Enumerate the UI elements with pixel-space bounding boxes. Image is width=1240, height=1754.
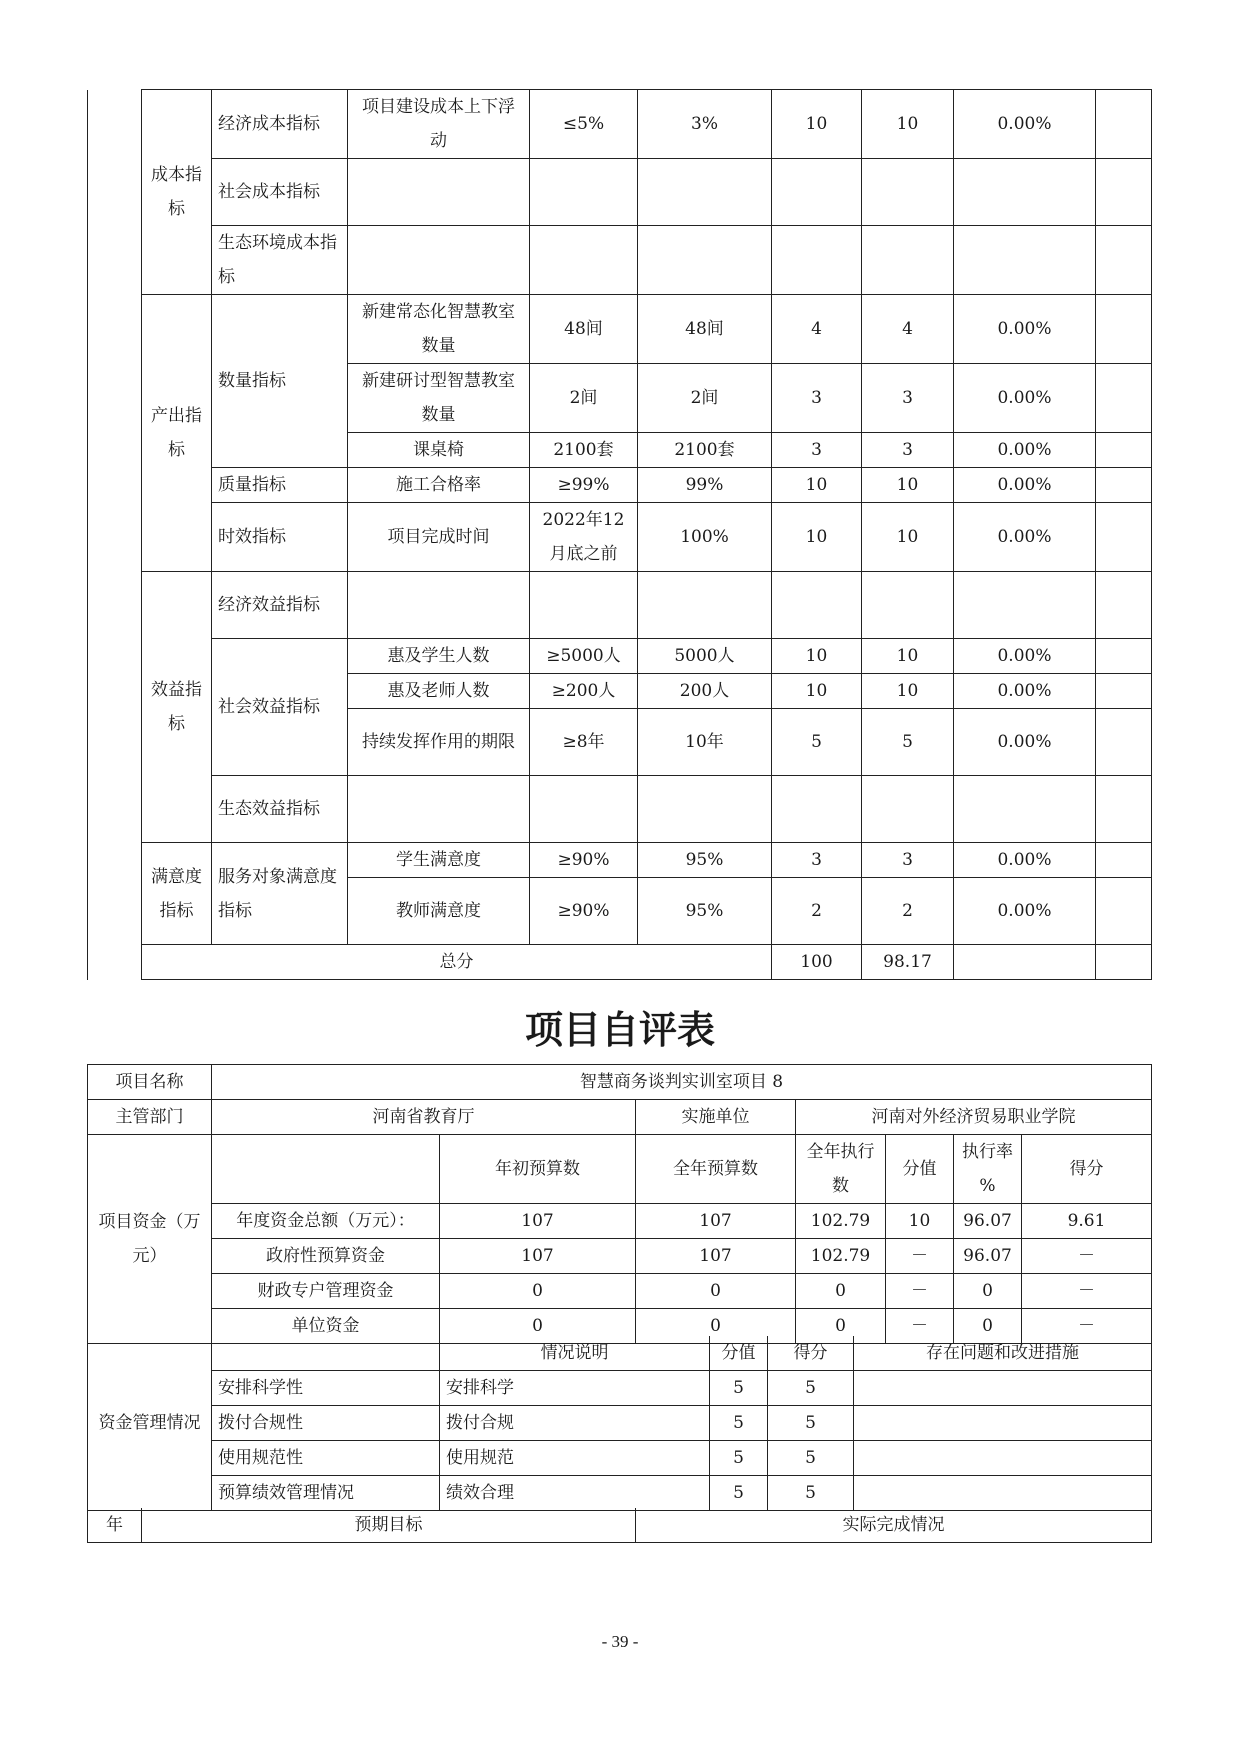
score-cell: 10 <box>862 503 954 572</box>
weight-cell: 5 <box>772 709 862 776</box>
table-row <box>88 503 1152 572</box>
exec-cell: 102.79 <box>796 1204 886 1239</box>
dept-label: 主管部门 <box>88 1100 212 1135</box>
header-score: 得分 <box>768 1336 854 1371</box>
row-label: 年度资金总额（万元）： <box>212 1204 440 1239</box>
exec-cell: 0 <box>796 1274 886 1309</box>
deviation-cell: 0.00% <box>954 709 1096 776</box>
initial-cell: 0 <box>440 1274 636 1309</box>
indicator-cell: 新建研讨型智慧教室数量 <box>348 364 530 433</box>
table-row <box>88 1100 1152 1135</box>
deviation-cell: 0.00% <box>954 674 1096 709</box>
initial-cell: 0 <box>440 1309 636 1344</box>
indicator-cell: 教师满意度 <box>348 878 530 945</box>
initial-cell: 107 <box>440 1204 636 1239</box>
weight-cell: 2 <box>772 878 862 945</box>
score-cell: 2 <box>862 878 954 945</box>
score-cell: 10 <box>862 639 954 674</box>
outer-blank-cell <box>88 90 142 980</box>
weight-cell: 3 <box>772 433 862 468</box>
issues-cell <box>854 1476 1152 1511</box>
indicator-cell: 持续发挥作用的期限 <box>348 709 530 776</box>
sub-indicator-cell: 数量指标 <box>212 295 348 468</box>
weight-cell: 10 <box>772 90 862 159</box>
header-weight: 分值 <box>886 1135 954 1204</box>
actual-cell: 100% <box>638 503 772 572</box>
target-cell: ≥90% <box>530 843 638 878</box>
category-cell: 产出指标 <box>142 295 212 572</box>
full-cell: 0 <box>636 1309 796 1344</box>
table-row <box>88 1406 1152 1441</box>
remark-cell <box>1096 90 1152 159</box>
deviation-cell: 0.00% <box>954 90 1096 159</box>
table-row <box>88 295 1152 364</box>
weight-cell: 4 <box>772 295 862 364</box>
fund-management-table <box>87 1336 1152 1511</box>
table-row <box>88 776 1152 843</box>
header-initial: 年初预算数 <box>440 1135 636 1204</box>
header-desc: 情况说明 <box>440 1336 710 1371</box>
sub-indicator-cell: 生态环境成本指标 <box>212 226 348 295</box>
category-cell: 成本指标 <box>142 90 212 295</box>
fund-mgmt-label: 资金管理情况 <box>88 1336 212 1511</box>
actual-cell: 95% <box>638 878 772 945</box>
sub-indicator-cell: 经济成本指标 <box>212 90 348 159</box>
target-cell: 48间 <box>530 295 638 364</box>
issues-cell <box>854 1441 1152 1476</box>
project-name-label: 项目名称 <box>88 1065 212 1100</box>
remark-cell <box>1096 843 1152 878</box>
weight-cell: 3 <box>772 843 862 878</box>
issues-cell <box>854 1406 1152 1441</box>
desc-cell: 拨付合规 <box>440 1406 710 1441</box>
weight-cell: 5 <box>710 1371 768 1406</box>
full-cell: 107 <box>636 1204 796 1239</box>
total-score: 98.17 <box>862 945 954 980</box>
score-cell: 9.61 <box>1022 1204 1152 1239</box>
category-cell: 效益指标 <box>142 572 212 843</box>
table-row <box>88 572 1152 639</box>
table-row <box>88 468 1152 503</box>
year-label: 年 <box>88 1508 142 1543</box>
row-label: 使用规范性 <box>212 1441 440 1476</box>
project-name: 智慧商务谈判实训室项目 8 <box>212 1065 1152 1100</box>
deviation-cell: 0.00% <box>954 639 1096 674</box>
table-row <box>88 159 1152 226</box>
weight-cell: 10 <box>772 468 862 503</box>
table-row <box>88 1336 1152 1371</box>
header-weight: 分值 <box>710 1336 768 1371</box>
weight-cell: 10 <box>772 674 862 709</box>
actual-cell: 95% <box>638 843 772 878</box>
score-cell: 5 <box>768 1476 854 1511</box>
indicator-cell: 项目完成时间 <box>348 503 530 572</box>
score-cell: 10 <box>862 468 954 503</box>
weight-cell: 10 <box>886 1204 954 1239</box>
rate-cell: 0 <box>954 1274 1022 1309</box>
full-cell: 107 <box>636 1239 796 1274</box>
indicator-cell: 学生满意度 <box>348 843 530 878</box>
table-row <box>88 1371 1152 1406</box>
target-cell: ≥200人 <box>530 674 638 709</box>
sub-indicator-cell: 质量指标 <box>212 468 348 503</box>
target-cell: 2间 <box>530 364 638 433</box>
total-row <box>88 945 1152 980</box>
table-row <box>88 226 1152 295</box>
rate-cell: 0 <box>954 1309 1022 1344</box>
sub-indicator-cell: 社会成本指标 <box>212 159 348 226</box>
issues-cell <box>854 1371 1152 1406</box>
table-row <box>88 1239 1152 1274</box>
deviation-cell: 0.00% <box>954 295 1096 364</box>
indicator-table <box>87 89 1152 980</box>
full-cell: 0 <box>636 1274 796 1309</box>
goals-table <box>87 1508 1152 1543</box>
indicator-cell: 施工合格率 <box>348 468 530 503</box>
indicator-cell: 新建常态化智慧教室数量 <box>348 295 530 364</box>
target-cell: ≥90% <box>530 878 638 945</box>
impl-value: 河南对外经济贸易职业学院 <box>796 1100 1152 1135</box>
category-cell: 满意度指标 <box>142 843 212 945</box>
deviation-cell: 0.00% <box>954 878 1096 945</box>
table-row <box>88 1274 1152 1309</box>
weight-cell: － <box>886 1274 954 1309</box>
weight-cell: 3 <box>772 364 862 433</box>
rate-cell: 96.07 <box>954 1204 1022 1239</box>
target-cell: ≥8年 <box>530 709 638 776</box>
funds-label: 项目资金（万元） <box>88 1135 212 1344</box>
actual-cell: 99% <box>638 468 772 503</box>
initial-cell: 107 <box>440 1239 636 1274</box>
score-cell: 4 <box>862 295 954 364</box>
table-row <box>88 1508 1152 1543</box>
remark-cell <box>1096 468 1152 503</box>
desc-cell: 安排科学 <box>440 1371 710 1406</box>
table-row <box>88 90 1152 159</box>
row-label: 单位资金 <box>212 1309 440 1344</box>
score-cell: 3 <box>862 433 954 468</box>
score-cell: － <box>1022 1239 1152 1274</box>
remark-cell <box>1096 674 1152 709</box>
desc-cell: 使用规范 <box>440 1441 710 1476</box>
weight-cell: 10 <box>772 639 862 674</box>
indicator-cell: 项目建设成本上下浮动 <box>348 90 530 159</box>
header-issues: 存在问题和改进措施 <box>854 1336 1152 1371</box>
exec-cell: 102.79 <box>796 1239 886 1274</box>
target-cell: ≥99% <box>530 468 638 503</box>
table-row <box>88 639 1152 674</box>
indicator-cell: 课桌椅 <box>348 433 530 468</box>
desc-cell: 绩效合理 <box>440 1476 710 1511</box>
row-label: 预算绩效管理情况 <box>212 1476 440 1511</box>
target-cell: 2100套 <box>530 433 638 468</box>
table-row <box>88 1204 1152 1239</box>
row-label: 安排科学性 <box>212 1371 440 1406</box>
exec-cell: 0 <box>796 1309 886 1344</box>
remark-cell <box>1096 295 1152 364</box>
weight-cell: － <box>886 1309 954 1344</box>
score-cell: 3 <box>862 843 954 878</box>
indicator-cell: 惠及学生人数 <box>348 639 530 674</box>
score-cell: 5 <box>768 1406 854 1441</box>
total-label: 总分 <box>142 945 772 980</box>
score-cell: － <box>1022 1274 1152 1309</box>
actual-cell: 48间 <box>638 295 772 364</box>
deviation-cell: 0.00% <box>954 433 1096 468</box>
actual-cell: 5000人 <box>638 639 772 674</box>
score-cell: 3 <box>862 364 954 433</box>
table-row <box>88 1441 1152 1476</box>
actual-cell: 200人 <box>638 674 772 709</box>
weight-cell: 5 <box>710 1476 768 1511</box>
table-row <box>88 843 1152 878</box>
table-row <box>88 1065 1152 1100</box>
score-cell: 5 <box>768 1441 854 1476</box>
target-cell: 2022年12月底之前 <box>530 503 638 572</box>
expected-goals-label: 预期目标 <box>142 1508 636 1543</box>
score-cell: － <box>1022 1309 1152 1344</box>
header-rate: 执行率 % <box>954 1135 1022 1204</box>
sub-indicator-cell: 生态效益指标 <box>212 776 348 843</box>
target-cell: ≤5% <box>530 90 638 159</box>
actual-cell: 10年 <box>638 709 772 776</box>
sub-indicator-cell: 经济效益指标 <box>212 572 348 639</box>
self-eval-table <box>87 1064 1152 1344</box>
indicator-cell: 惠及老师人数 <box>348 674 530 709</box>
page-title: 项目自评表 <box>524 1008 715 1052</box>
total-weight: 100 <box>772 945 862 980</box>
table-row <box>88 1135 1152 1204</box>
remark-cell <box>1096 639 1152 674</box>
weight-cell: 5 <box>710 1441 768 1476</box>
score-cell: 5 <box>768 1371 854 1406</box>
page-number: - 39 - <box>601 1632 639 1651</box>
deviation-cell: 0.00% <box>954 503 1096 572</box>
weight-cell: 10 <box>772 503 862 572</box>
impl-label: 实施单位 <box>636 1100 796 1135</box>
weight-cell: 5 <box>710 1406 768 1441</box>
row-label: 财政专户管理资金 <box>212 1274 440 1309</box>
sub-indicator-cell: 时效指标 <box>212 503 348 572</box>
target-cell: ≥5000人 <box>530 639 638 674</box>
score-cell: 10 <box>862 674 954 709</box>
table-row <box>88 1476 1152 1511</box>
header-full: 全年预算数 <box>636 1135 796 1204</box>
remark-cell <box>1096 364 1152 433</box>
deviation-cell: 0.00% <box>954 468 1096 503</box>
sub-indicator-cell: 社会效益指标 <box>212 639 348 776</box>
weight-cell: － <box>886 1239 954 1274</box>
dept-value: 河南省教育厅 <box>212 1100 636 1135</box>
remark-cell <box>1096 709 1152 776</box>
actual-completion-label: 实际完成情况 <box>636 1508 1152 1543</box>
header-exec: 全年执行数 <box>796 1135 886 1204</box>
actual-cell: 2100套 <box>638 433 772 468</box>
remark-cell <box>1096 878 1152 945</box>
rate-cell: 96.07 <box>954 1239 1022 1274</box>
actual-cell: 3% <box>638 90 772 159</box>
score-cell: 5 <box>862 709 954 776</box>
remark-cell <box>1096 433 1152 468</box>
sub-indicator-cell: 服务对象满意度指标 <box>212 843 348 945</box>
score-cell: 10 <box>862 90 954 159</box>
deviation-cell: 0.00% <box>954 364 1096 433</box>
row-label: 拨付合规性 <box>212 1406 440 1441</box>
actual-cell: 2间 <box>638 364 772 433</box>
deviation-cell: 0.00% <box>954 843 1096 878</box>
remark-cell <box>1096 503 1152 572</box>
header-score: 得分 <box>1022 1135 1152 1204</box>
row-label: 政府性预算资金 <box>212 1239 440 1274</box>
